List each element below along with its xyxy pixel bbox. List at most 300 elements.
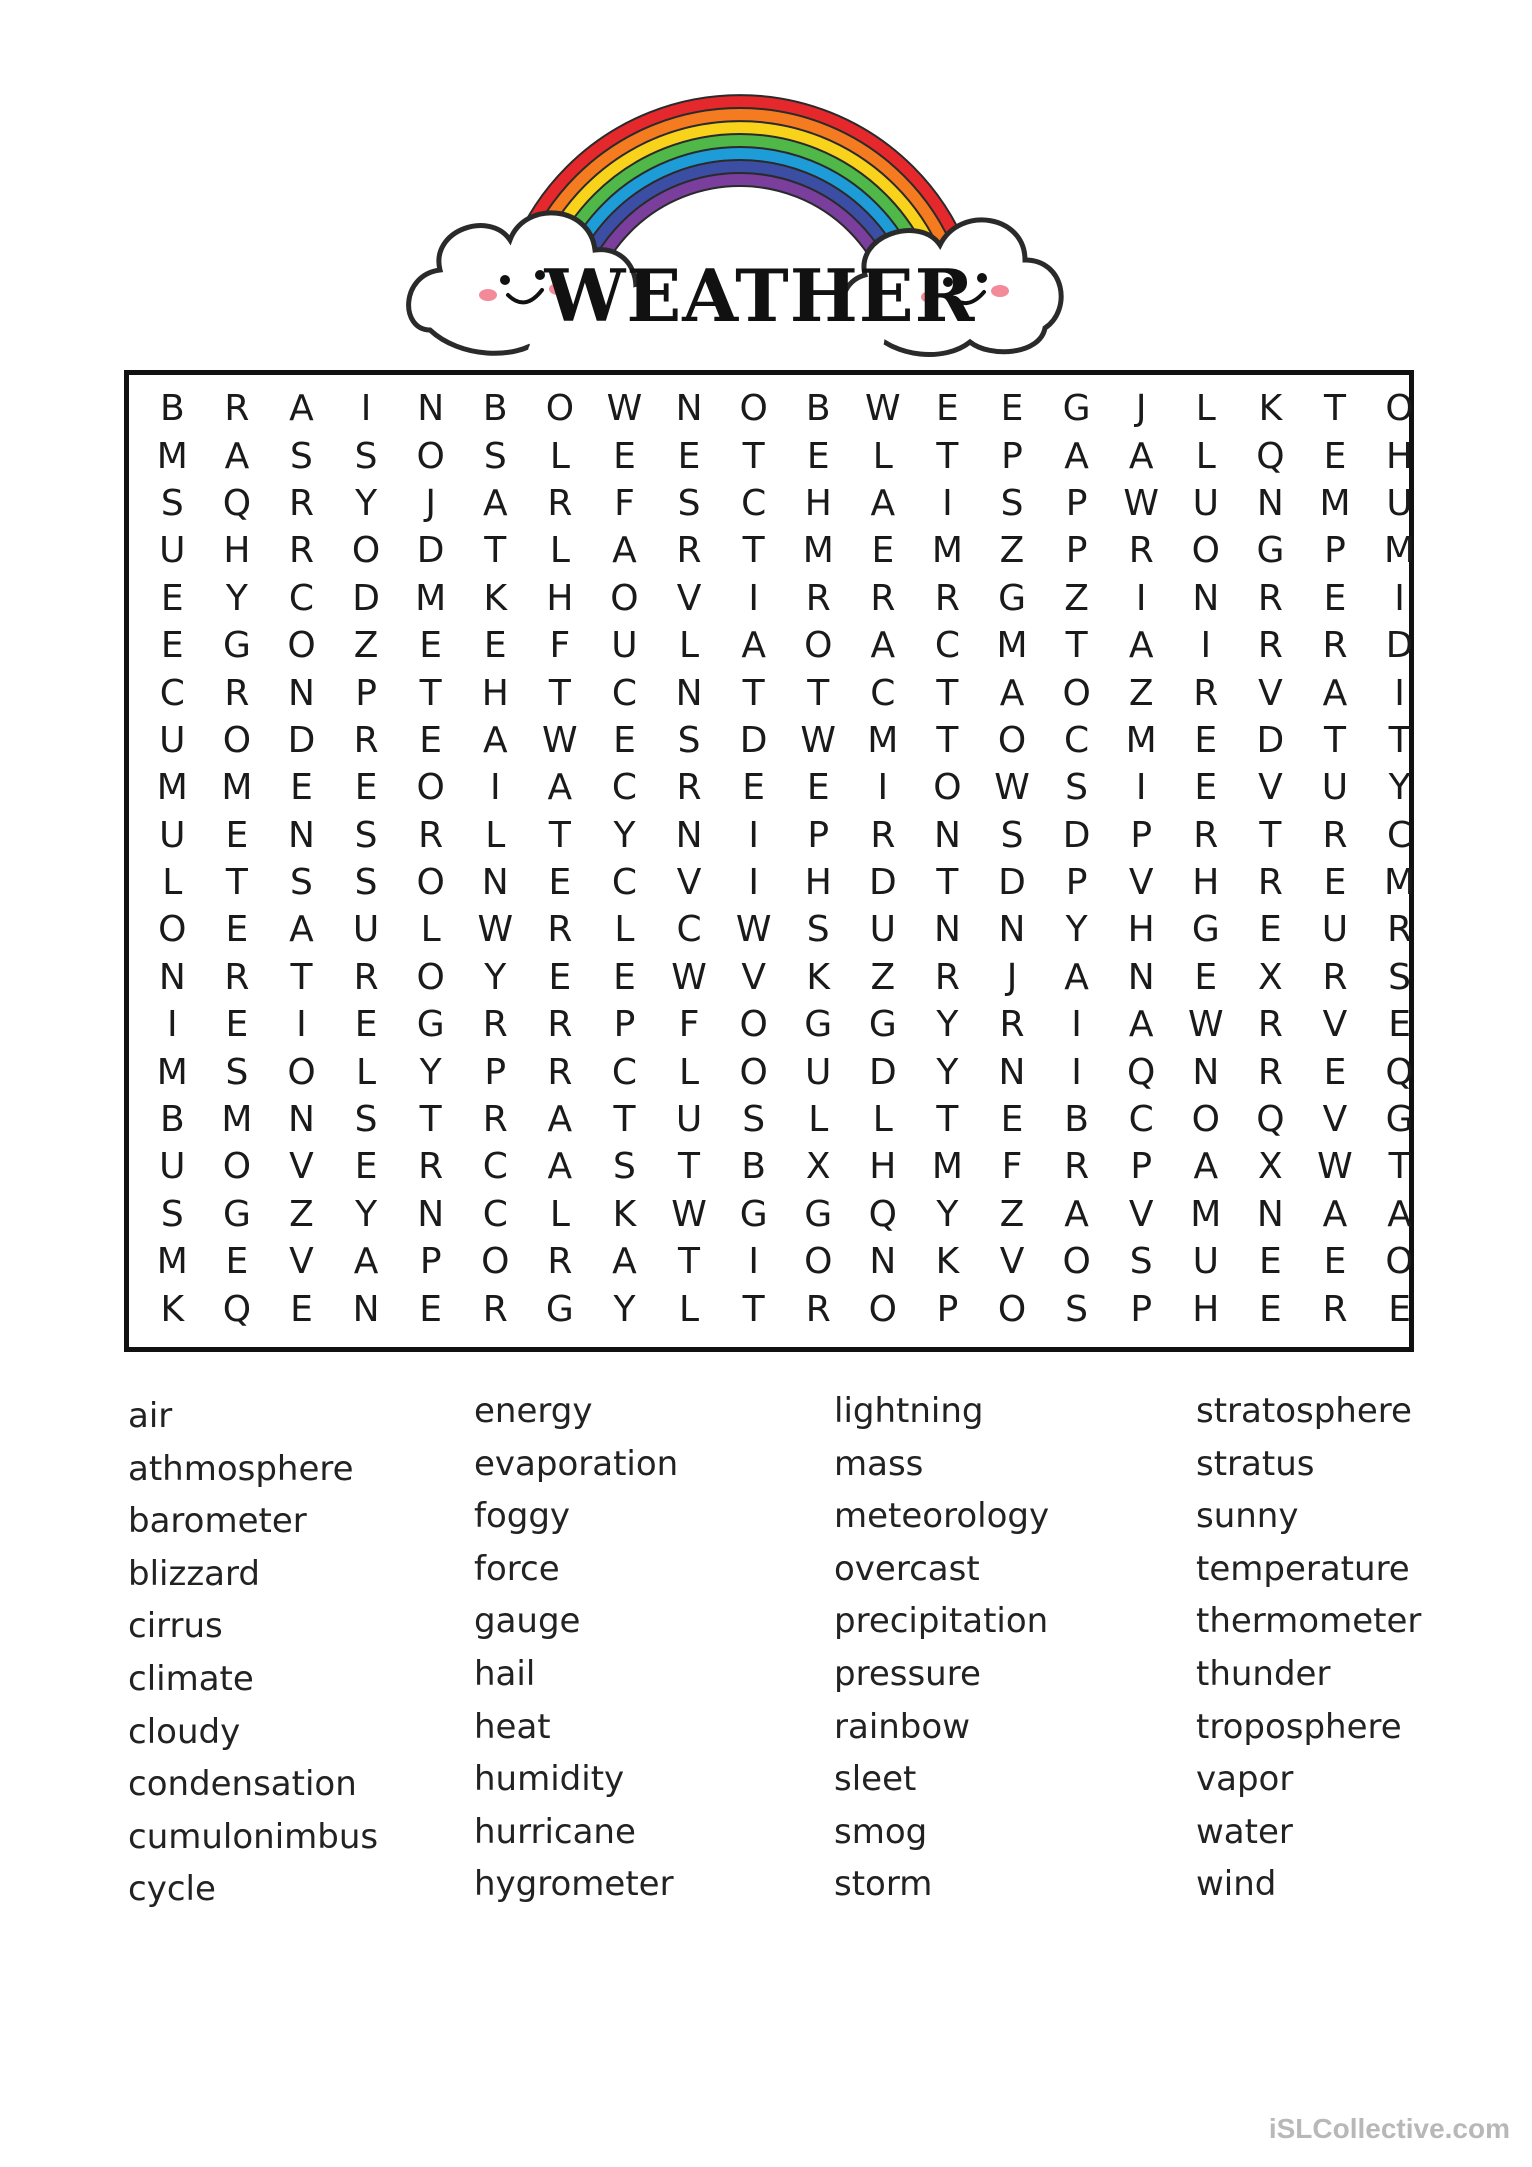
grid-letter: E <box>1388 1288 1411 1330</box>
grid-letter: E <box>548 862 572 904</box>
grid-letter: Q <box>1385 1051 1414 1093</box>
grid-letter: L <box>679 1288 700 1330</box>
grid-letter: W <box>671 1193 707 1235</box>
grid-letter: K <box>935 1241 960 1283</box>
grid-letter: S <box>1388 956 1411 998</box>
grid-letter: D <box>739 719 768 761</box>
grid-letter: G <box>416 1004 445 1046</box>
grid-letter: M <box>1125 719 1157 761</box>
grid-letter: B <box>805 388 831 430</box>
grid-letter: A <box>482 482 508 524</box>
word-list-item: hail <box>474 1653 536 1694</box>
grid-letter: E <box>225 1241 249 1283</box>
word-list-item: heat <box>474 1706 551 1747</box>
word-list-column-1 <box>128 1390 468 1916</box>
grid-letter: Y <box>936 1004 959 1046</box>
grid-letter: S <box>613 1146 636 1188</box>
grid-letter: R <box>870 577 896 619</box>
grid-letter: T <box>936 435 959 477</box>
grid-letter: N <box>1127 956 1155 998</box>
grid-letter: N <box>933 814 961 856</box>
grid-letter: A <box>289 909 314 951</box>
grid-letter: A <box>1322 672 1348 714</box>
grid-letter: S <box>354 435 378 477</box>
grid-letter: H <box>1192 862 1220 904</box>
word-list-item: climate <box>128 1658 254 1699</box>
grid-letter: T <box>1065 625 1088 667</box>
grid-letter: G <box>222 1193 251 1235</box>
grid-letter: R <box>1322 814 1348 856</box>
grid-letter: R <box>805 1288 831 1330</box>
grid-letter: N <box>1192 577 1220 619</box>
grid-letter: G <box>868 1004 897 1046</box>
grid-letter: O <box>610 577 639 619</box>
grid-letter: A <box>1064 435 1089 477</box>
word-list-item: hurricane <box>474 1811 636 1852</box>
grid-letter: P <box>484 1051 507 1093</box>
grid-letter: S <box>354 862 378 904</box>
grid-letter: C <box>934 625 960 667</box>
grid-letter: Y <box>613 1288 636 1330</box>
grid-letter: T <box>1323 388 1346 430</box>
grid-letter: H <box>481 672 509 714</box>
grid-letter: L <box>485 814 506 856</box>
grid-letter: O <box>1062 1241 1091 1283</box>
grid-letter: R <box>1322 956 1348 998</box>
grid-letter: G <box>222 625 251 667</box>
grid-letter: M <box>221 1099 253 1141</box>
grid-letter: H <box>804 482 832 524</box>
grid-letter: W <box>1123 482 1159 524</box>
grid-letter: B <box>482 388 508 430</box>
grid-letter: E <box>1000 1099 1024 1141</box>
grid-letter: I <box>942 482 953 524</box>
grid-letter: W <box>1317 1146 1353 1188</box>
grid-letter: I <box>748 1241 759 1283</box>
grid-letter: M <box>156 1241 188 1283</box>
grid-letter: D <box>1256 719 1285 761</box>
grid-letter: T <box>1323 719 1346 761</box>
grid-letter: Q <box>222 482 252 524</box>
word-list-item: cycle <box>128 1869 216 1910</box>
grid-letter: H <box>1386 435 1414 477</box>
word-list-column-3 <box>834 1385 1174 1911</box>
grid-letter: N <box>352 1288 380 1330</box>
grid-letter: T <box>613 1099 636 1141</box>
grid-letter: S <box>742 1099 766 1141</box>
grid-letter: J <box>1135 388 1147 430</box>
grid-letter: P <box>1130 1146 1153 1188</box>
grid-letter: Q <box>868 1193 897 1235</box>
grid-letter: I <box>1135 767 1147 809</box>
grid-letter: T <box>419 672 442 714</box>
grid-letter: C <box>741 482 767 524</box>
grid-letter: O <box>222 1146 252 1188</box>
grid-letter: E <box>1323 435 1347 477</box>
grid-letter: P <box>936 1288 959 1330</box>
grid-letter: U <box>159 814 186 856</box>
grid-letter: G <box>1385 1099 1414 1141</box>
grid-letter: S <box>677 719 701 761</box>
word-list-item: cumulonimbus <box>128 1816 379 1857</box>
grid-letter: Y <box>355 1193 378 1235</box>
grid-letter: A <box>547 1099 573 1141</box>
grid-letter: R <box>224 956 250 998</box>
grid-letter: R <box>1257 1051 1283 1093</box>
grid-letter: C <box>676 909 702 951</box>
word-list-item: precipitation <box>834 1601 1049 1642</box>
grid-letter: H <box>1192 1288 1220 1330</box>
grid-letter: C <box>1387 814 1413 856</box>
grid-letter: T <box>1259 814 1282 856</box>
grid-letter: P <box>807 814 830 856</box>
grid-letter: Z <box>1128 672 1154 714</box>
grid-letter: E <box>613 956 636 998</box>
grid-letter: Y <box>613 814 636 856</box>
grid-letter: Y <box>936 1193 959 1235</box>
grid-letter: I <box>1071 1051 1082 1093</box>
grid-letter: O <box>1191 1099 1220 1141</box>
grid-letter: M <box>1190 1193 1222 1235</box>
grid-letter: S <box>806 909 830 951</box>
grid-letter: X <box>1258 1146 1283 1188</box>
word-list-item: air <box>128 1396 173 1436</box>
grid-letter: R <box>288 530 314 572</box>
grid-letter: T <box>807 672 830 714</box>
grid-letter: R <box>547 1051 573 1093</box>
grid-letter: R <box>805 577 831 619</box>
grid-letter: S <box>290 862 313 904</box>
grid-letter: R <box>1257 1004 1283 1046</box>
grid-letter: N <box>1256 1193 1284 1235</box>
grid-letter: R <box>1257 625 1283 667</box>
grid-letter: G <box>998 577 1026 619</box>
grid-letter: I <box>877 767 889 809</box>
grid-letter: E <box>1388 1004 1411 1046</box>
grid-letter: O <box>997 719 1027 761</box>
grid-letter: M <box>802 530 834 572</box>
grid-letter: O <box>804 625 833 667</box>
grid-letter: I <box>748 862 759 904</box>
grid-letter: T <box>936 719 959 761</box>
grid-letter: G <box>804 1193 833 1235</box>
grid-letter: M <box>1319 482 1351 524</box>
word-list-item: force <box>474 1548 560 1589</box>
grid-letter: A <box>289 388 314 430</box>
grid-letter: L <box>679 625 700 667</box>
grid-letter: G <box>545 1288 574 1330</box>
word-list-item: troposphere <box>1196 1706 1402 1747</box>
grid-letter: J <box>425 482 436 524</box>
grid-letter: O <box>1385 388 1414 430</box>
grid-letter: G <box>804 1004 833 1046</box>
grid-letter: E <box>613 719 636 761</box>
grid-letter: W <box>800 719 837 761</box>
grid-letter: M <box>156 767 188 809</box>
word-list-item: evaporation <box>474 1443 679 1484</box>
grid-letter: M <box>931 530 963 572</box>
grid-letter: D <box>416 530 445 572</box>
grid-letter: O <box>481 1241 510 1283</box>
grid-letter: E <box>1194 956 1218 998</box>
grid-letter: R <box>1257 577 1283 619</box>
grid-letter: E <box>806 767 830 809</box>
grid-letter: B <box>159 388 185 430</box>
word-list-item: blizzard <box>128 1553 260 1594</box>
grid-letter: M <box>931 1146 963 1188</box>
grid-letter: L <box>808 1099 829 1141</box>
grid-letter: V <box>289 1146 314 1188</box>
grid-letter: C <box>288 577 315 619</box>
grid-letter: T <box>678 1241 701 1283</box>
grid-letter: T <box>1388 1146 1411 1188</box>
word-list-item: smog <box>834 1811 928 1852</box>
word-list-item: cirrus <box>128 1606 223 1647</box>
grid-letter: U <box>159 719 186 761</box>
grid-letter: N <box>869 1241 897 1283</box>
grid-letter: R <box>288 482 314 524</box>
grid-letter: L <box>420 909 441 951</box>
grid-letter: S <box>354 1099 378 1141</box>
grid-letter: M <box>156 435 188 477</box>
word-list-item: hygrometer <box>474 1864 674 1905</box>
grid-letter: A <box>482 719 508 761</box>
grid-letter: C <box>482 1146 508 1188</box>
grid-letter: Z <box>289 1193 314 1235</box>
grid-letter: A <box>1128 435 1154 477</box>
grid-letter: E <box>871 530 895 572</box>
grid-letter: F <box>678 1004 700 1046</box>
grid-letter: E <box>290 1288 313 1330</box>
watermark: iSLCollective.com <box>1268 2113 1510 2144</box>
grid-letter: C <box>870 672 896 714</box>
grid-letter: E <box>160 577 184 619</box>
grid-letter: N <box>675 814 703 856</box>
word-list-item: water <box>1196 1811 1293 1852</box>
grid-letter: O <box>416 767 445 809</box>
grid-letter: A <box>1064 956 1089 998</box>
grid-letter: M <box>156 1051 188 1093</box>
grid-letter: T <box>290 956 313 998</box>
grid-letter: D <box>868 862 897 904</box>
grid-letter: X <box>805 1146 831 1188</box>
grid-letter: A <box>1064 1193 1089 1235</box>
grid-letter: W <box>671 956 707 998</box>
grid-letter: A <box>1322 1193 1348 1235</box>
grid-letter: T <box>419 1099 442 1141</box>
grid-letter: T <box>936 672 959 714</box>
word-search-grid <box>140 385 1416 1335</box>
grid-letter: K <box>1258 388 1283 430</box>
grid-letter: P <box>1130 814 1153 856</box>
grid-letter: T <box>548 672 571 714</box>
grid-letter: H <box>1127 909 1155 951</box>
grid-letter: T <box>742 435 765 477</box>
grid-letter: S <box>160 1193 184 1235</box>
grid-letter: R <box>1387 909 1413 951</box>
grid-letter: E <box>1259 909 1282 951</box>
grid-letter: M <box>1384 862 1416 904</box>
grid-letter: O <box>416 862 445 904</box>
word-list-item: thunder <box>1196 1653 1331 1694</box>
grid-letter: U <box>1386 482 1413 524</box>
grid-letter: K <box>612 1193 637 1235</box>
grid-letter: A <box>1128 1004 1154 1046</box>
grid-letter: K <box>483 577 508 619</box>
grid-letter: T <box>936 862 959 904</box>
grid-letter: E <box>1323 1241 1347 1283</box>
word-list-item: gauge <box>474 1601 581 1642</box>
grid-letter: U <box>869 909 896 951</box>
grid-letter: A <box>353 1241 379 1283</box>
grid-letter: M <box>415 577 447 619</box>
grid-letter: W <box>477 909 514 951</box>
grid-letter: A <box>741 625 766 667</box>
word-list-column-2 <box>474 1385 814 1911</box>
word-list-item: athmosphere <box>128 1448 354 1489</box>
grid-letter: L <box>356 1051 377 1093</box>
grid-letter: W <box>865 388 901 430</box>
grid-letter: I <box>360 388 372 430</box>
grid-letter: L <box>614 909 635 951</box>
grid-letter: E <box>1323 577 1347 619</box>
grid-letter: O <box>287 1051 316 1093</box>
grid-letter: T <box>484 530 507 572</box>
grid-letter: W <box>606 388 643 430</box>
grid-letter: S <box>677 482 701 524</box>
grid-letter: E <box>225 814 249 856</box>
grid-letter: L <box>679 1051 700 1093</box>
grid-letter: Z <box>999 1193 1025 1235</box>
grid-letter: T <box>678 1146 701 1188</box>
word-list-item: barometer <box>128 1501 307 1542</box>
grid-letter: P <box>1065 862 1088 904</box>
grid-letter: S <box>160 482 184 524</box>
grid-letter: N <box>1192 1051 1220 1093</box>
word-list-column-4 <box>1196 1385 1532 1911</box>
grid-letter: S <box>354 814 378 856</box>
word-list-item: mass <box>834 1443 924 1484</box>
grid-letter: N <box>998 909 1026 951</box>
grid-letter: F <box>1001 1146 1023 1188</box>
grid-letter: T <box>742 672 765 714</box>
grid-letter: Q <box>222 1288 252 1330</box>
grid-letter: R <box>547 1241 573 1283</box>
grid-letter: S <box>483 435 507 477</box>
grid-letter: R <box>418 814 444 856</box>
grid-letter: P <box>419 1241 442 1283</box>
grid-letter: U <box>159 1146 186 1188</box>
grid-letter: R <box>1193 672 1219 714</box>
grid-letter: R <box>934 577 960 619</box>
grid-letter: A <box>612 530 637 572</box>
grid-letter: R <box>676 767 702 809</box>
grid-letter: I <box>748 577 759 619</box>
grid-letter: S <box>1000 814 1024 856</box>
grid-letter: E <box>1194 767 1218 809</box>
grid-letter: H <box>869 1146 897 1188</box>
grid-letter: A <box>547 1146 573 1188</box>
grid-letter: Y <box>1388 767 1411 809</box>
grid-letter: I <box>1200 625 1212 667</box>
grid-letter: O <box>222 719 252 761</box>
word-list-item: stratosphere <box>1196 1391 1412 1431</box>
word-list-item: vapor <box>1196 1759 1294 1800</box>
word-list-item: pressure <box>834 1653 981 1694</box>
grid-letter: L <box>162 862 183 904</box>
grid-letter: I <box>1071 1004 1082 1046</box>
grid-letter: G <box>1062 388 1091 430</box>
grid-letter: U <box>1192 1241 1219 1283</box>
word-list-item: rainbow <box>834 1706 970 1747</box>
grid-letter: D <box>868 1051 897 1093</box>
grid-letter: B <box>1064 1099 1089 1141</box>
grid-letter: E <box>354 1146 378 1188</box>
grid-letter: U <box>159 530 186 572</box>
grid-letter: W <box>1187 1004 1224 1046</box>
grid-letter: P <box>355 672 377 714</box>
grid-letter: X <box>1258 956 1283 998</box>
grid-letter: L <box>1195 388 1216 430</box>
word-list-item: lightning <box>834 1391 984 1431</box>
grid-letter: O <box>739 388 768 430</box>
word-list-item: meteorology <box>834 1496 1050 1537</box>
grid-letter: G <box>1256 530 1285 572</box>
grid-letter: R <box>1322 625 1348 667</box>
grid-letter: R <box>418 1146 444 1188</box>
grid-letter: Q <box>1256 1099 1285 1141</box>
grid-letter: O <box>416 956 445 998</box>
grid-letter: A <box>999 672 1025 714</box>
grid-letter: P <box>1065 530 1088 572</box>
grid-letter: T <box>936 1099 959 1141</box>
grid-letter: I <box>489 767 501 809</box>
grid-letter: T <box>742 1288 765 1330</box>
grid-letter: F <box>614 482 635 524</box>
grid-letter: N <box>158 956 186 998</box>
grid-letter: E <box>419 1288 443 1330</box>
word-list-item: overcast <box>834 1548 980 1589</box>
grid-letter: V <box>1128 862 1154 904</box>
grid-letter: C <box>1064 719 1090 761</box>
grid-letter: H <box>546 577 574 619</box>
word-list-item: foggy <box>474 1496 571 1537</box>
grid-letter: R <box>934 956 960 998</box>
grid-letter: R <box>1193 814 1219 856</box>
grid-letter: Q <box>1127 1051 1156 1093</box>
grid-letter: U <box>352 909 380 951</box>
grid-letter: O <box>804 1241 833 1283</box>
grid-letter: I <box>296 1004 307 1046</box>
grid-letter: C <box>1128 1099 1154 1141</box>
grid-letter: G <box>1191 909 1220 951</box>
grid-letter: O <box>739 1051 768 1093</box>
grid-letter: M <box>1384 530 1416 572</box>
grid-letter: W <box>542 719 578 761</box>
grid-letter: P <box>613 1004 636 1046</box>
grid-letter: O <box>1191 530 1220 572</box>
worksheet-title: WEATHER <box>544 253 976 338</box>
grid-letter: I <box>1394 672 1405 714</box>
grid-letter: E <box>936 388 959 430</box>
grid-letter: K <box>806 956 831 998</box>
grid-letter: R <box>1064 1146 1090 1188</box>
grid-letter: N <box>288 814 315 856</box>
grid-letter: O <box>287 625 316 667</box>
grid-letter: R <box>1257 862 1283 904</box>
grid-letter: D <box>1062 814 1091 856</box>
grid-letter: R <box>547 909 573 951</box>
